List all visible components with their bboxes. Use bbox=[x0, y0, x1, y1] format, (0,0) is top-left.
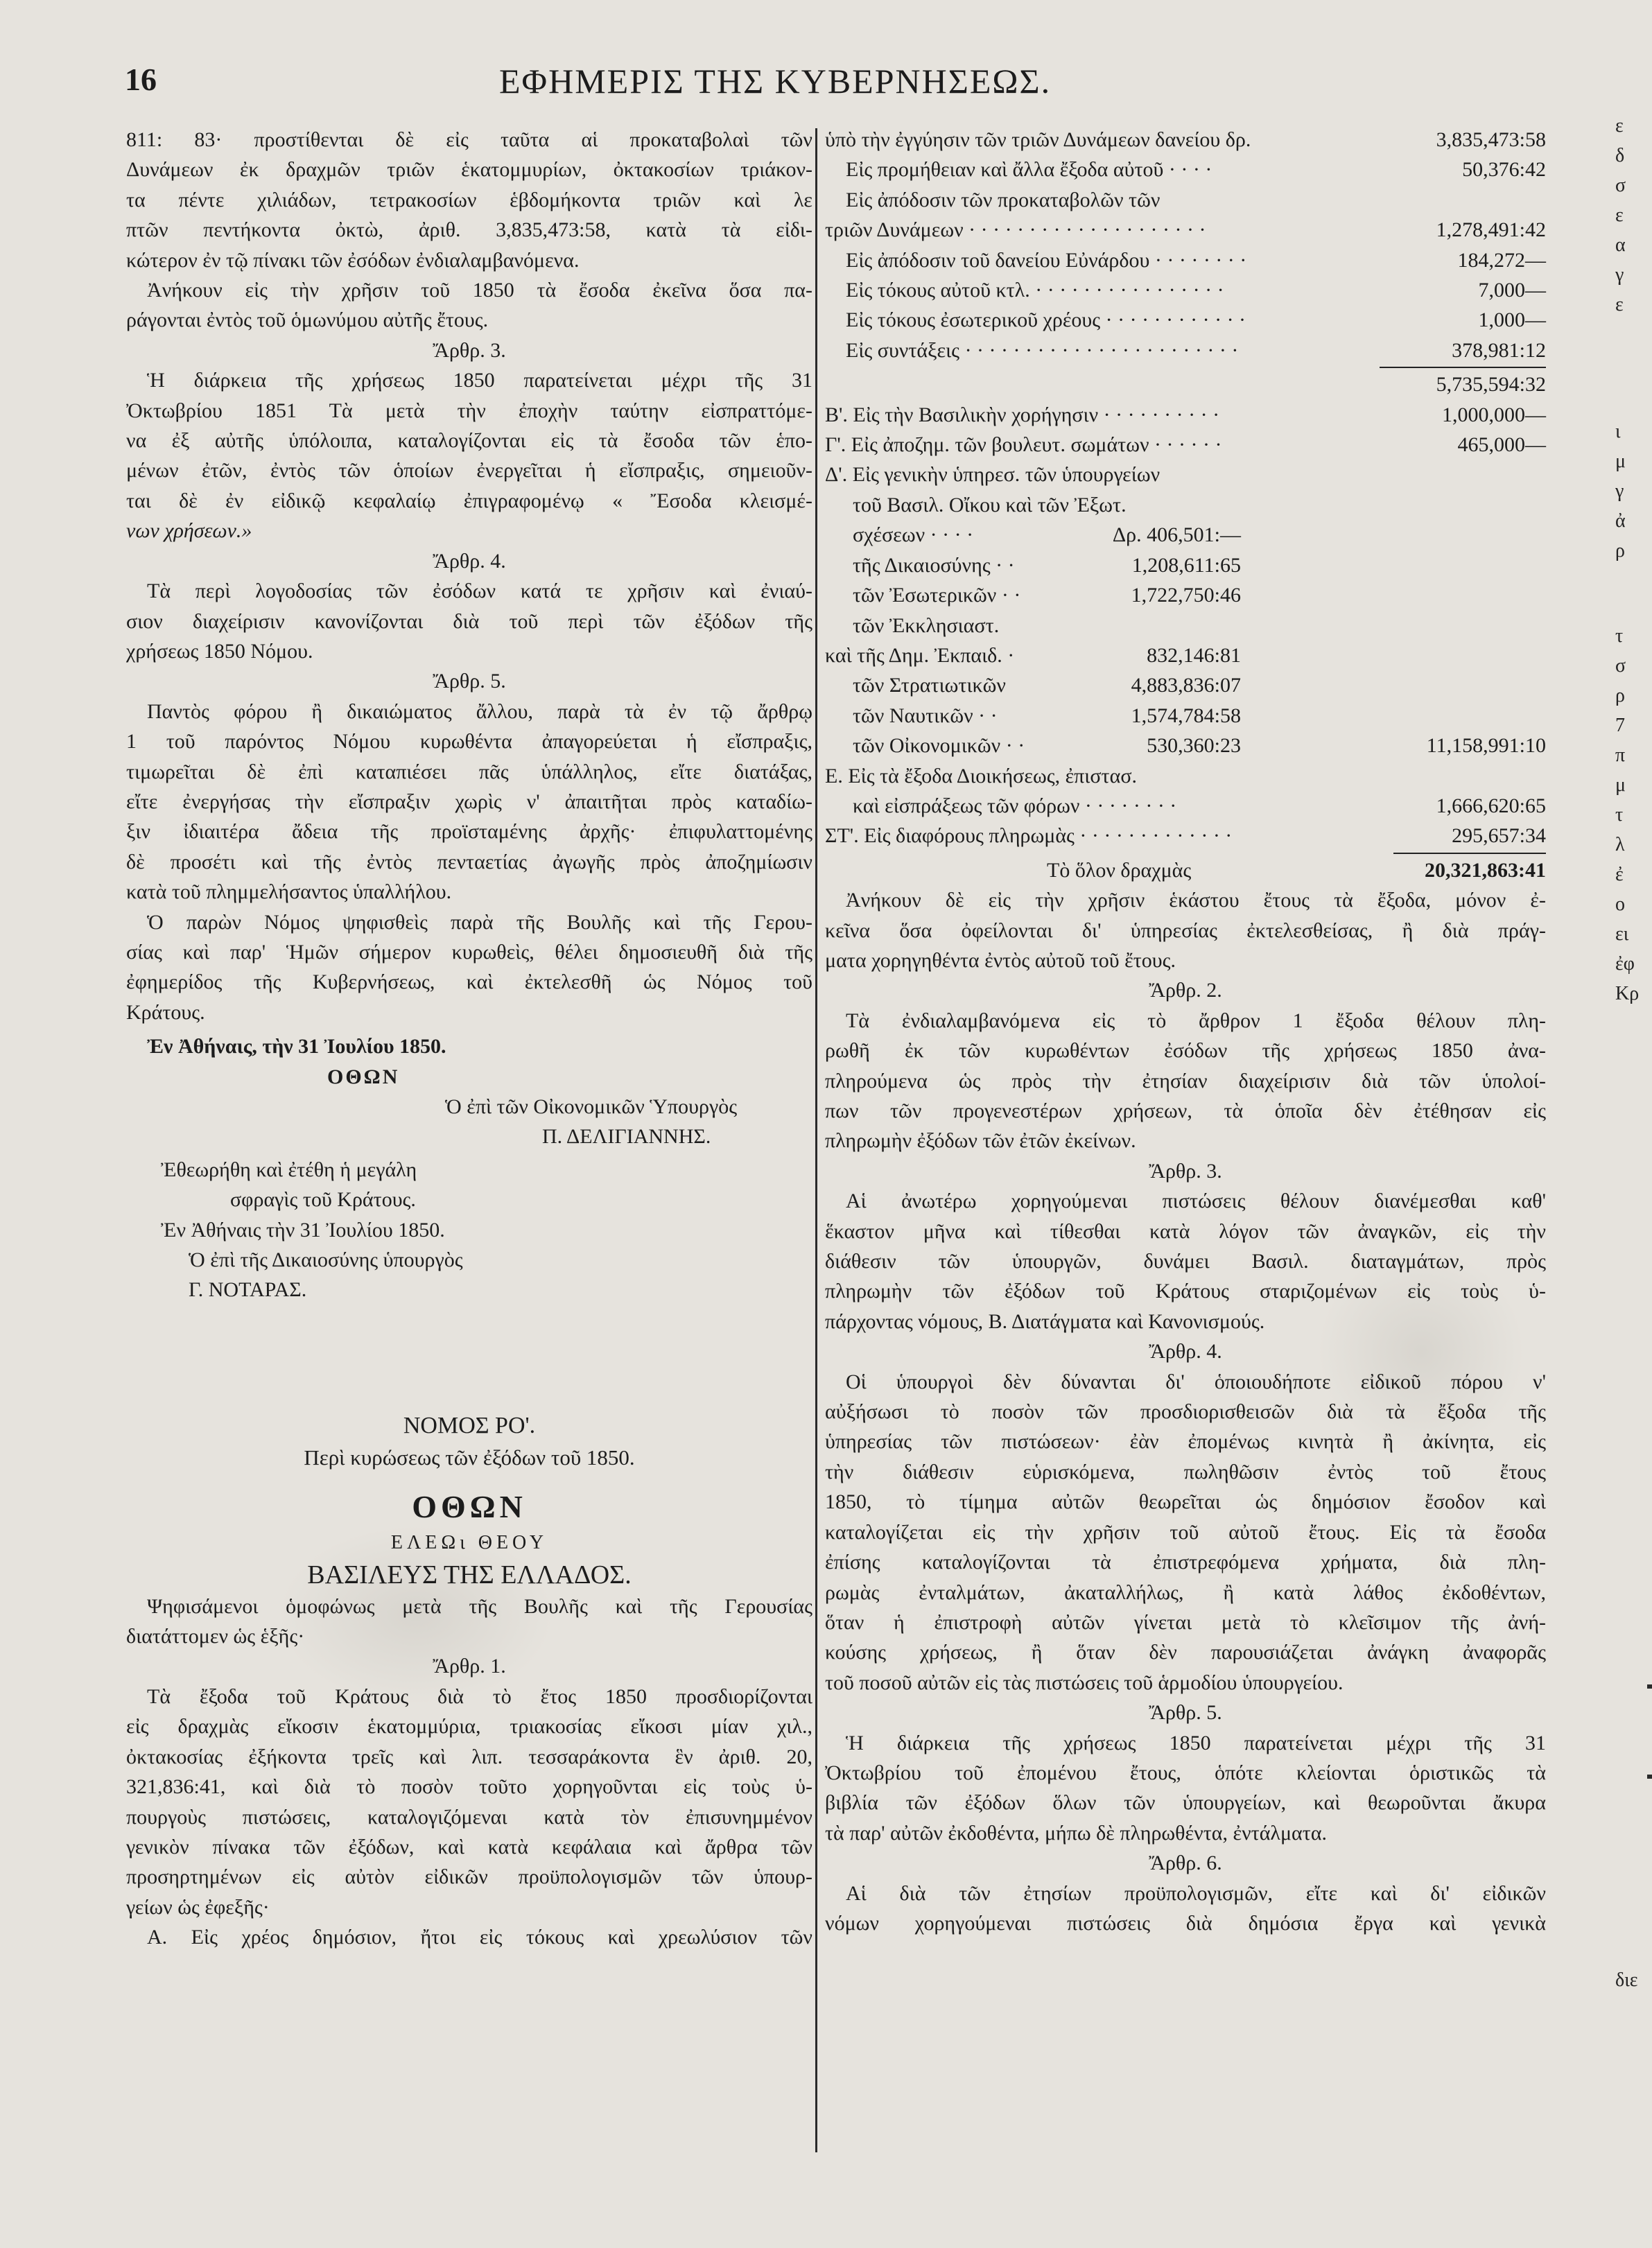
ledger-row: Εἰς τόκους ἐσωτερικοῦ χρέους · · · · · · · · · · · · 1,000— bbox=[846, 308, 1546, 332]
text-line: ται δὲ ἐν εἰδικῷ κεφαλαίῳ ἐπιγραφομένῳ « Ἔσοδα κλεισμέ- bbox=[126, 489, 812, 512]
text-line: πληρούμενα ὡς πρὸς τὴν ἐτησίαν διαχείρισιν διὰ τῶν ὑπολοί- bbox=[825, 1069, 1546, 1092]
text-line: μένων ἐτῶν, ἐντὸς τῶν ὁποίων ἐνεργεῖται ἡ εἴσπραξις, σημειοῦν- bbox=[126, 459, 812, 482]
text-line: Α. Εἰς χρέος δημόσιον, ἤτοι εἰς τόκους καὶ χρεωλύσιον τῶν bbox=[147, 1926, 812, 1949]
text-line: 1 τοῦ παρόντος Νόμου κυρωθέντα ἀπαγορεύεται ἡ εἴσπραξις, bbox=[126, 730, 812, 753]
basileus-heading: ΒΑΣΙΛΕΥΣ ΤΗΣ ΕΛΛΑΔΟΣ. bbox=[307, 1560, 632, 1589]
ledger-row: Γ'. Εἰς ἀποζημ. τῶν βουλευτ. σωμάτων · · · · · · 465,000— bbox=[825, 433, 1546, 457]
ledger-row: ΣΤ'. Εἰς διαφόρους πληρωμὰς · · · · · · · · · · · · · 295,657:34 bbox=[825, 824, 1546, 848]
text-line: νόμων χορηγούμεναι πιστώσεις διὰ δημόσια ἔργα καὶ γενικὰ bbox=[825, 1911, 1546, 1935]
text-line: βιβλία τῶν ἐξόδων ὅλων τῶν ὑπουργείων, καὶ θεωροῦνται ἄκυρα bbox=[825, 1791, 1546, 1815]
ledger-row: τῶν Οἰκονομικῶν · · 530,360:23 11,158,991:10 bbox=[825, 731, 1546, 760]
article-heading: Ἄρθρ. 5. bbox=[433, 670, 506, 693]
text-line: γενικὸν πίνακα τῶν ἐξόδων, καὶ κατὰ κεφάλαια καὶ ἄρθρα τῶν bbox=[126, 1835, 812, 1858]
text-line: Αἱ ἀνωτέρω χορηγούμεναι πιστώσεις θέλουν διανέμεσθαι καθ' bbox=[846, 1190, 1546, 1213]
text-line: κεῖνα ὅσα ὀφείλονται δι' ὑπηρεσίας ἐκτελεσθείσας, ἢ διὰ πράγ- bbox=[825, 918, 1546, 942]
text-line: Ἀνήκουν δὲ εἰς τὴν χρῆσιν ἑκάστου ἔτους τὰ ἔξοδα, μόνον ἐ- bbox=[846, 889, 1546, 912]
text-line: ὅταν ἡ ἐπιστροφὴ αὐτῶν γίνεται μετὰ τὸ κλεῖσιμον τῆς ἀνή- bbox=[825, 1610, 1546, 1634]
debt-ledger bbox=[825, 125, 1546, 365]
text-line: πτῶν πεντήκοντα ὀκτὼ, ἀριθ. 3,835,473:58, κατὰ τὰ εἰδι- bbox=[126, 218, 812, 242]
text-line: Τὰ ἐνδιαλαμβανόμενα εἰς τὸ ἄρθρον 1 ἔξοδα θέλουν πλη- bbox=[846, 1009, 1546, 1032]
text-line: σιον διαχείρισιν κανονίζονται διὰ τοῦ περὶ τῶν ἐξόδων τῆς bbox=[126, 609, 812, 633]
text-line: ὑπηρεσίας τῶν πιστώσεων· ἐὰν ἐπομένως κινητὰ ἢ ἀκίνητα, εἰς bbox=[825, 1430, 1546, 1454]
text-line: Ὁ ἐπὶ τῆς Δικαιοσύνης ὑπουργὸς bbox=[189, 1248, 463, 1272]
text-line: Τὰ ἔξοδα τοῦ Κράτους διὰ τὸ ἔτος 1850 προσδιορίζονται bbox=[147, 1684, 812, 1708]
sum-rule bbox=[1393, 853, 1546, 854]
text-line: τοῦ ποσοῦ αὐτῶν εἰς τὰς πιστώσεις τοῦ ἁρμοδίου ὑπουργείου. bbox=[825, 1671, 1344, 1694]
text-line: γείων ὡς ἐφεξῆς· bbox=[126, 1895, 270, 1919]
text-line: καταλογίζεται εἰς τὴν χρῆσιν τοῦ αὐτοῦ ἔτους. Εἰς τὰ ἔσοδα bbox=[825, 1520, 1546, 1544]
text-line: Ἐν Ἀθήναις τὴν 31 Ἰουλίου 1850. bbox=[161, 1218, 445, 1241]
text-line: Ψηφισάμενοι ὁμοφώνως μετὰ τῆς Βουλῆς καὶ τῆς Γερουσίας bbox=[147, 1594, 812, 1618]
text-line: κούσης χρήσεως, ἢ ὅταν δὲν παρουσιάζεται ἀνάγκη ἀναφορᾶς bbox=[825, 1641, 1546, 1664]
text-line: 1850, τὸ τίμημα αὐτῶν θεωρεῖται ὡς δημόσιον ἔσοδον καὶ bbox=[825, 1490, 1546, 1514]
text-line: Παντὸς φόρου ἢ δικαιώματος ἄλλου, παρὰ τὰ ἐν τῷ ἄρθρῳ bbox=[147, 699, 812, 723]
paragraph-article-6-right bbox=[825, 1879, 1546, 1939]
text-line: κώτερον ἐν τῷ πίνακι τῶν ἐσόδων ἐνδιαλαμβανόμενα. bbox=[126, 248, 580, 272]
text-line: Δ'. Εἰς γενικὴν ὑπηρεσ. τῶν ὑπουργείων bbox=[825, 463, 1160, 487]
text-line: Οἱ ὑπουργοὶ δὲν δύνανται δι' ὁποιουδήποτε εἰδικοῦ πόρου ν' bbox=[846, 1370, 1546, 1393]
text-line: πάρχοντας νόμους, Β. Διατάγματα καὶ Κανονισμούς. bbox=[825, 1309, 1265, 1333]
ledger-row: Εἰς ἀπόδοσιν τῶν προκαταβολῶν τῶν bbox=[846, 188, 1160, 211]
text-line: πληρωμὴν τῶν ἐξόδων τοῦ Κράτους σταριζομένων εἰς τοὺς ὑ- bbox=[825, 1280, 1546, 1303]
page-number: 16 bbox=[125, 62, 157, 97]
law-title: ΝΟΜΟΣ ΡΟ'. bbox=[403, 1412, 536, 1438]
text-line: ἐφημερίδος τῆς Κυβερνήσεως, καὶ ἐκτελεσθῆ ὡς Νόμος τοῦ bbox=[126, 970, 812, 994]
text-line: ὀκτακοσίας ἐξήκοντα τρεῖς καὶ λιπ. τεσσαράκοντα ἓν ἀριθ. 20, bbox=[126, 1745, 812, 1768]
right-column bbox=[825, 125, 1546, 1938]
text-line: Τὰ περὶ λογοδοσίας τῶν ἐσόδων κατά τε χρῆσιν καὶ ἐνιαύ- bbox=[147, 580, 812, 603]
paragraph-article-3-right bbox=[825, 1186, 1546, 1336]
ministries-total: 11,158,991:10 bbox=[1426, 734, 1546, 758]
paragraph-revenue-year bbox=[126, 275, 812, 336]
text-line: ἕκαστον μῆνα καὶ τίθεσθαι κατὰ λόγον τῶν ἀναγκῶν, εἰς τὴν bbox=[825, 1219, 1546, 1243]
total-amount: 20,321,863:41 bbox=[1425, 858, 1546, 882]
text-line: χρήσεως 1850 Νόμου. bbox=[126, 639, 313, 663]
text-line: κατὰ τοῦ πλημμελήσαντος ὑπαλλήλου. bbox=[126, 880, 452, 904]
paragraph-publication bbox=[126, 907, 812, 1028]
text-line: ρωθῆ ἐκ τῶν κυρωθέντων ἐσόδων τῆς χρήσεως 1850 ἀνα- bbox=[825, 1039, 1546, 1063]
text-line: 321,836:41, καὶ διὰ τὸ ποσὸν τοῦτο χορηγοῦνται εἰς τοὺς ὑ- bbox=[126, 1775, 812, 1799]
article-heading: Ἄρθρ. 4. bbox=[1149, 1340, 1222, 1363]
ledger-row: καὶ τῆς Δημ. Ἐκπαιδ. · 832,146:81 bbox=[825, 643, 1241, 667]
text-line: Δυνάμεων ἐκ δραχμῶν τριῶν ἑκατομμυρίων, ὀκτακοσίων τριάκον- bbox=[126, 158, 812, 182]
ledger-row: καὶ εἰσπράξεως τῶν φόρων · · · · · · · · 1,666,620:65 bbox=[853, 794, 1546, 817]
ledger-row: σχέσεων · · · · Δρ. 406,501:— bbox=[853, 523, 1241, 547]
adjacent-page-edge: ε δ σ ε α γ ε ι μ γ ἀ ρ τ σ ρ 7 π μ τ λ ἐ ο ει ἐφ Κρ διε bbox=[1615, 115, 1640, 1991]
article-heading: Ἄρθρ. 3. bbox=[433, 338, 506, 362]
ledger-row: τῶν Ἐσωτερικῶν · · 1,722,750:46 bbox=[853, 584, 1241, 607]
text-line: 811: 83· προστίθενται δὲ εἰς ταῦτα αἱ προκαταβολαὶ τῶν bbox=[126, 128, 812, 151]
paragraph-article-5 bbox=[126, 697, 812, 907]
subtotal-amount: 5,735,594:32 bbox=[1436, 373, 1546, 397]
seal-block bbox=[126, 1152, 812, 1305]
ledger-row: τριῶν Δυνάμεων · · · · · · · · · · · · · · · · · · · · 1,278,491:42 bbox=[825, 218, 1546, 242]
text-line: δὲ προσέτι καὶ τῆς ἐντὸς πενταετίας ἀγωγῆς πρὸς ἀποζημίωσιν bbox=[126, 850, 812, 873]
ledger-row: Εἰς τόκους αὐτοῦ κτλ. · · · · · · · · · · · · · · · · 7,000— bbox=[846, 279, 1546, 302]
paragraph-article-4-right bbox=[825, 1367, 1546, 1698]
text-line: προσηρτημένων εἰς αὐτὸν εἰδικῶν προϋπολογισμῶν τῶν ὑπουρ- bbox=[126, 1865, 812, 1889]
article-heading: Ἄρθρ. 3. bbox=[1149, 1159, 1222, 1183]
eleo-theou: ΕΛΕΩι ΘΕΟΥ bbox=[390, 1532, 548, 1554]
article-heading: Ἄρθρ. 6. bbox=[1149, 1851, 1222, 1875]
text-line: ἐπίσης καταλογίζονται τὰ ἐπιστρεφόμενα χρήματα, διὰ πλη- bbox=[825, 1551, 1546, 1574]
signing-date: Ἐν Ἀθήναις, τὴν 31 Ἰουλίου 1850. bbox=[147, 1035, 446, 1058]
paragraph-year-expenses bbox=[825, 885, 1546, 975]
left-column bbox=[126, 125, 812, 1953]
text-line: εἴτε ἐνεργήσας τὴν εἴσπραξιν χωρὶς ν' ἀπαιτῆται πρὸς καταδίω- bbox=[126, 790, 812, 813]
article-heading: Ἄρθρ. 5. bbox=[1149, 1701, 1222, 1725]
king-heading: ΟΘΩΝ bbox=[412, 1489, 527, 1525]
paragraph-article-2 bbox=[825, 1006, 1546, 1156]
article-heading: Ἄρθρ. 4. bbox=[433, 549, 506, 573]
article-heading: Ἄρθρ. 2. bbox=[1149, 979, 1222, 1002]
text-line: Ἡ διάρκεια τῆς χρήσεως 1850 παρατείνεται μέχρι τῆς 31 bbox=[147, 369, 812, 392]
ledger-row: Εἰς προμήθειαν καὶ ἄλλα ἔξοδα αὐτοῦ · · · · 50,376:42 bbox=[846, 158, 1546, 182]
paragraph-article-3 bbox=[126, 365, 812, 546]
ledger-row: τῶν Στρατιωτικῶν 4,883,836:07 bbox=[853, 674, 1241, 697]
grand-total-row bbox=[825, 855, 1546, 885]
ledger-row: Εἰς συντάξεις · · · · · · · · · · · · · · · · · · · · · · · 378,981:12 bbox=[846, 338, 1546, 362]
law-subtitle: Περὶ κυρώσεως τῶν ἐξόδων τοῦ 1850. bbox=[304, 1445, 635, 1470]
ledger-row: τῆς Δικαιοσύνης · · 1,208,611:65 bbox=[853, 553, 1241, 577]
ledger-row: ὑπὸ τὴν ἐγγύησιν τῶν τριῶν Δυνάμεων δανείου δρ. 3,835,473:58 bbox=[825, 128, 1546, 151]
text-line: Ὁ παρὼν Νόμος ψηφισθεὶς παρὰ τῆς Βουλῆς καὶ τῆς Γερου- bbox=[147, 910, 812, 934]
sum-rule bbox=[1380, 367, 1546, 368]
paragraph-article-5-right bbox=[825, 1728, 1546, 1849]
text-line: τὰ παρ' αὐτῶν ἐκδοθέντα, μήπω δὲ πληρωθέντα, ἐντάλματα. bbox=[825, 1821, 1328, 1845]
text-line: Γ. ΝΟΤΑΡΑΣ. bbox=[189, 1278, 307, 1302]
text-line: αὐξήσωσι τὸ ποσὸν τῶν προσδιορισθεισῶν διὰ τὰ ἔξοδα τῆς bbox=[825, 1400, 1546, 1424]
text-line: ράγονται ἐντὸς τοῦ ὁμωνύμου αὐτῆς ἔτους. bbox=[126, 308, 489, 332]
ledger-row: Εἰς ἀπόδοσιν τοῦ δανείου Εὐνάρδου · · · · · · · · 184,272— bbox=[846, 248, 1546, 272]
text-line: Κράτους. bbox=[126, 1000, 205, 1024]
text-line: ξιν ἰδιαιτέρα ἄδεια τῆς προϊσταμένης ἀρχῆς· ἐπιφυλαττομένης bbox=[126, 820, 812, 844]
text-line: Ἀνήκουν εἰς τὴν χρῆσιν τοῦ 1850 τὰ ἔσοδα ἐκεῖνα ὅσα πα- bbox=[147, 279, 812, 302]
edge-rule bbox=[1647, 1684, 1652, 1689]
ministries-ledger bbox=[825, 520, 1241, 731]
text-line: εἰς δραχμὰς εἴκοσιν ἑκατομμύρια, τριακοσίας εἴκοσι μίαν χιλ., bbox=[126, 1715, 812, 1739]
text-line: πουργοὺς πιστώσεις, καταλογιζόμεναι κατὰ τὸν ἐπισυνημμένον bbox=[126, 1805, 812, 1829]
text-line: Ὀκτωβρίου τοῦ ἐπομένου ἔτους, ὁπότε κλείονται ὁριστικῶς τὰ bbox=[825, 1761, 1546, 1784]
enactment-formula bbox=[126, 1592, 812, 1652]
paragraph-article-4 bbox=[126, 576, 812, 666]
text-line: τα πέντε χιλιάδων, τετρακοσίων ἑβδομήκοντα τριῶν καὶ λε bbox=[126, 188, 812, 211]
minister-title: Ὁ ἐπὶ τῶν Οἰκονομικῶν Ὑπουργὸς bbox=[445, 1095, 738, 1118]
king-signature: ΟΘΩΝ bbox=[327, 1065, 400, 1088]
text-line: τοῦ Βασιλ. Οἴκου καὶ τῶν Ἐξωτ. bbox=[853, 493, 1127, 516]
text-line: να ἐξ αὐτῆς ὑπόλοιπα, καταλογίζονται εἰς τὰ ἔσοδα τῶν ἑπο- bbox=[126, 429, 812, 453]
text-line: πληρωμὴν ἐξόδων τῶν ἐτῶν ἐκείνων. bbox=[825, 1129, 1136, 1153]
ledger-row: τῶν Ναυτικῶν · · 1,574,784:58 bbox=[853, 704, 1241, 727]
text-line: τὴν διάθεσιν εὑρισκόμενα, πωληθῶσιν ἐντὸς τοῦ ἔτους bbox=[825, 1460, 1546, 1483]
text-line: νων χρήσεων.» bbox=[126, 519, 252, 543]
text-line: ματα χορηγηθέντα ἐντὸς αὐτοῦ τοῦ ἔτους. bbox=[825, 948, 1176, 972]
text-line: Αἱ διὰ τῶν ἐτησίων προϋπολογισμῶν, εἴτε καὶ δι' εἰδικῶν bbox=[846, 1881, 1546, 1905]
text-line: διάθεσιν τῶν ὑπουργῶν, δυνάμει Βασιλ. διαταγμάτων, πρὸς bbox=[825, 1250, 1546, 1273]
article-heading: Ἄρθρ. 1. bbox=[433, 1655, 506, 1678]
paragraph-article-1 bbox=[126, 1682, 812, 1922]
text-line: σίας καὶ παρ' Ἡμῶν σήμερον κυρωθεὶς, θέλει δημοσιευθῆ διὰ τῆς bbox=[126, 940, 812, 964]
text-line: Ἡ διάρκεια τῆς χρήσεως 1850 παρατείνεται μέχρι τῆς 31 bbox=[846, 1731, 1546, 1754]
edge-rule bbox=[1647, 1775, 1652, 1779]
ledger-row: τῶν Ἐκκλησιαστ. bbox=[853, 613, 1000, 637]
text-line: διατάττομεν ὡς ἑξῆς· bbox=[126, 1625, 305, 1648]
page-header bbox=[118, 57, 1116, 108]
text-line: Ὀκτωβρίου 1851 Τὰ μετὰ τὴν ἐποχὴν ταύτην εἰσπραττόμε- bbox=[126, 399, 812, 422]
crown-ledger bbox=[825, 400, 1546, 460]
text-line: ρωμὰς ἐνταλμάτων, ἀκαταλλήλως, ἢ κατὰ λάθος ἐκδοθέντων, bbox=[825, 1580, 1546, 1604]
column-divider bbox=[815, 128, 817, 2152]
newspaper-title: ΕΦΗΜΕΡΙΣ ΤΗΣ ΚΥΒΕΡΝΗΣΕΩΣ. bbox=[499, 62, 1052, 101]
total-label: Τὸ ὅλον δραχμὰς bbox=[1047, 858, 1192, 882]
text-line: πων τῶν προγενεστέρων χρήσεων, τὰ ὁποῖα δὲν ἐτέθησαν εἰς bbox=[825, 1099, 1546, 1122]
ledger-row: Β'. Εἰς τὴν Βασιλικὴν χορήγησιν · · · · · · · · · · 1,000,000— bbox=[825, 403, 1546, 426]
minister-name: Π. ΔΕΛΙΓΙΑΝΝΗΣ. bbox=[542, 1125, 711, 1149]
text-line: σφραγὶς τοῦ Κράτους. bbox=[230, 1188, 416, 1212]
text-line: Ἐθεωρήθη καὶ ἐτέθη ἡ μεγάλη bbox=[161, 1158, 417, 1181]
text-line: Ε. Εἰς τὰ ἔξοδα Διοικήσεως, ἐπιστασ. bbox=[825, 764, 1137, 787]
text-line: τιμωρεῖται δὲ ἐπὶ καταπιέσει πᾶς ὑπάλληλος, εἴτε διατάξας, bbox=[126, 760, 812, 783]
paragraph-intro bbox=[126, 125, 812, 275]
